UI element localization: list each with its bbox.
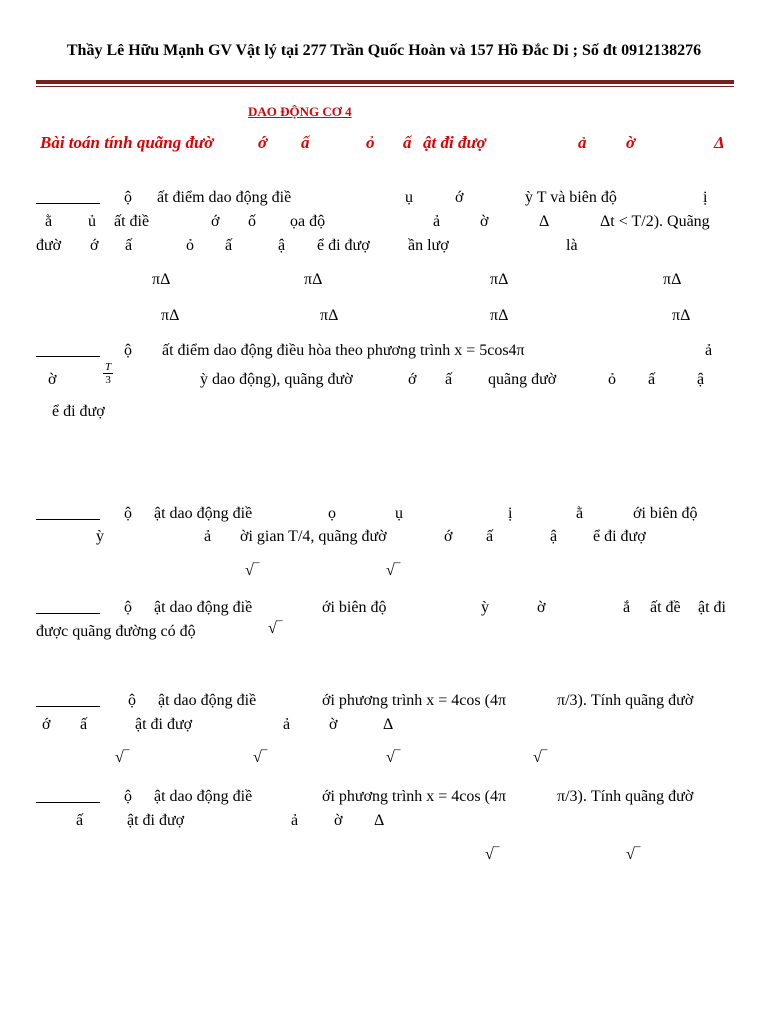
sqrt-symbol: √‾ [268, 620, 283, 637]
sqrt-option: √‾ [386, 562, 401, 579]
question-blank [36, 189, 100, 209]
sqrt-option: √‾ [485, 846, 500, 863]
answer-option: πΔ [672, 307, 691, 324]
answer-option: πΔ [663, 271, 682, 288]
question-blank [36, 342, 100, 362]
answer-option: πΔ [152, 271, 171, 288]
sqrt-option: √‾ [386, 749, 401, 766]
answer-option: πΔ [490, 307, 509, 324]
question-blank [36, 692, 100, 712]
answer-option: πΔ [304, 271, 323, 288]
question-blank [36, 505, 100, 525]
header-rule [36, 80, 734, 84]
answer-option: πΔ [161, 307, 180, 324]
fraction-t-over-3: $\frac{T}{3}$ [105, 361, 112, 386]
document-title: DAO ĐỘNG CƠ 4 [248, 104, 352, 119]
question-blank [36, 599, 100, 619]
question-blank [36, 788, 100, 808]
sqrt-option: √‾ [626, 846, 641, 863]
sqrt-option: √‾ [533, 749, 548, 766]
sqrt-option: √‾ [253, 749, 268, 766]
sqrt-option: √‾ [245, 562, 260, 579]
answer-option: πΔ [490, 271, 509, 288]
answer-option: πΔ [320, 307, 339, 324]
header-rule-thin [36, 86, 734, 87]
page-header: Thầy Lê Hữu Mạnh GV Vật lý tại 277 Trần Quốc Hoàn và 157 Hồ Đắc Di ; Số đt 0912138276 [66, 42, 702, 59]
sqrt-option: √‾ [115, 749, 130, 766]
